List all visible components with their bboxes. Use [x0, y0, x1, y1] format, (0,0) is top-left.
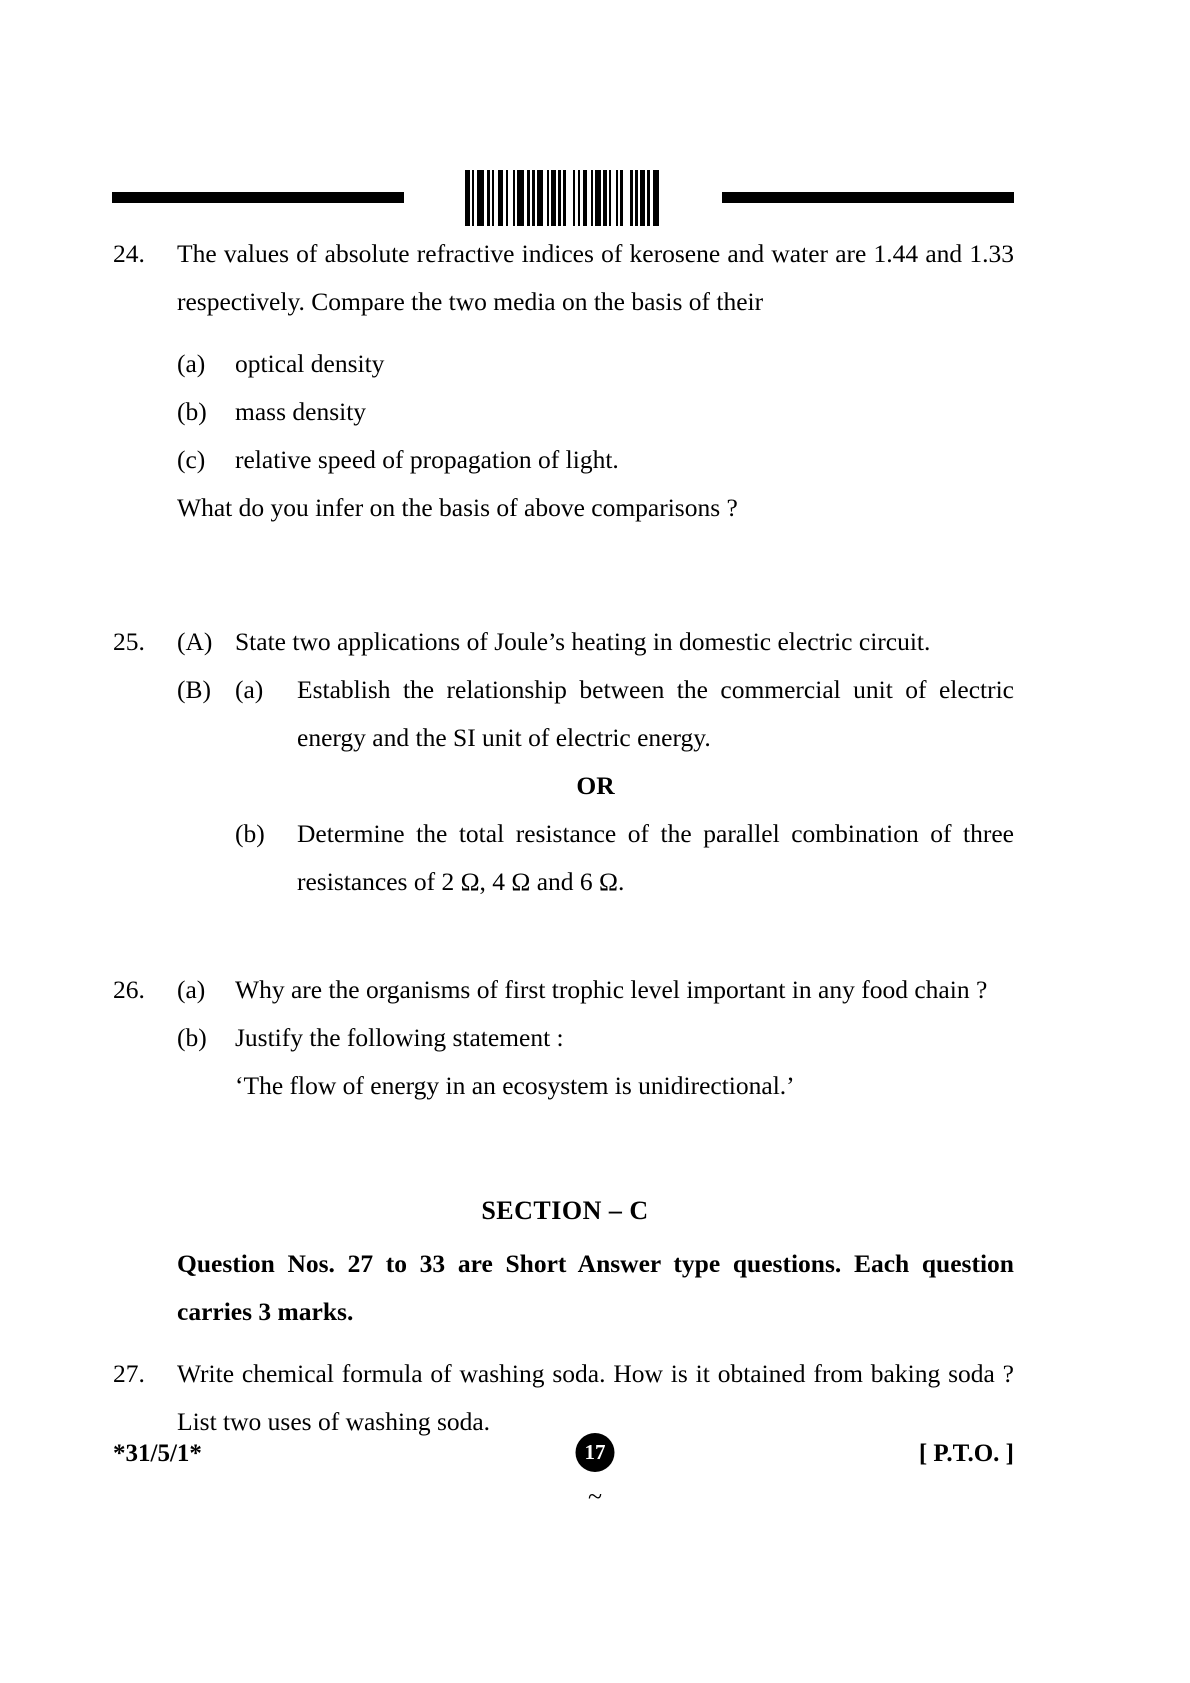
question-25-number: 25.: [113, 627, 145, 656]
page-header: [112, 170, 1014, 230]
question-25-part-A-label: (A): [177, 627, 213, 656]
question-26-part-a-text: Why are the organisms of first trophic level important in any food chain ?: [235, 975, 988, 1004]
question-27-number: 27.: [113, 1359, 145, 1388]
question-26-part-a: [0, 966, 1190, 1014]
question-26-part-a-label: (a): [177, 975, 206, 1004]
barcode-bar: [659, 170, 661, 226]
question-24-part-a-label: (a): [177, 349, 206, 378]
section-heading: SECTION – C: [481, 1196, 649, 1225]
barcode-bar: [517, 170, 524, 226]
question-24-part-a: [0, 340, 1190, 388]
paper-code: *31/5/1*: [113, 1440, 202, 1467]
barcode-bar: [566, 170, 573, 226]
question-25-option-b: [0, 810, 1190, 906]
barcode-bar: [477, 170, 484, 226]
question-26-part-b: [0, 1014, 1190, 1062]
question-24-closing: What do you infer on the basis of above comparisons ?: [177, 493, 738, 522]
question-26-number: 26.: [113, 975, 145, 1004]
spacer: [0, 1226, 1190, 1240]
question-25-part-A: [0, 618, 1190, 666]
question-24-part-b: [0, 388, 1190, 436]
question-25-part-A-text: State two applications of Joule’s heating in domestic electric circuit.: [235, 627, 931, 656]
spacer: [0, 1336, 1190, 1350]
question-24-part-b-label: (b): [177, 397, 207, 426]
question-25-or-label: OR: [576, 771, 615, 800]
question-24-part-c-label: (c): [177, 445, 206, 474]
section-note: Question Nos. 27 to 33 are Short Answer type questions. Each question carries 3 marks.: [177, 1249, 1014, 1326]
spacer: [0, 326, 1190, 340]
question-25-option-a-text: Establish the relationship between the commercial unit of electric energy and the SI unit of electric energy.: [297, 675, 1014, 752]
question-24-part-c-text: relative speed of propagation of light.: [235, 445, 619, 474]
page-number-badge: 17: [576, 1433, 615, 1472]
question-24-number: 24.: [113, 239, 145, 268]
question-25-option-b-text: Determine the total resistance of the parallel combination of three resistances of 2 Ω, 4 Ω and 6 Ω.: [297, 819, 1014, 896]
header-rule-left: [112, 192, 404, 203]
question-26-part-b-label: (b): [177, 1023, 207, 1052]
question-24-part-c: [0, 436, 1190, 484]
question-25-option-b-label: (b): [235, 819, 265, 848]
question-24-part-a-text: optical density: [235, 349, 385, 378]
question-24-intro: The values of absolute refractive indices of kerosene and water are 1.44 and 1.33 respectively. Compare the two media on the basis of their: [177, 239, 1014, 316]
question-26-quoted-statement: ‘The flow of energy in an ecosystem is unidirectional.’: [235, 1071, 795, 1100]
spacer: [0, 1110, 1190, 1196]
pto-label: [ P.T.O. ]: [918, 1440, 1014, 1467]
question-25-part-B-label: (B): [177, 675, 211, 704]
spacer: [0, 906, 1190, 966]
header-rule-right: [722, 192, 1014, 203]
question-26-part-b-text: Justify the following statement :: [235, 1023, 564, 1052]
question-body: [0, 230, 1190, 1446]
question-24-part-b-text: mass density: [235, 397, 367, 426]
barcode: [465, 170, 661, 226]
question-24: [0, 230, 1190, 326]
question-27: [0, 1350, 1190, 1446]
spacer: [0, 532, 1190, 618]
barcode-bar: [623, 170, 630, 226]
question-25-option-a-label: (a): [235, 675, 264, 704]
question-25-part-B: [0, 666, 1190, 762]
page-footer: [0, 1440, 1190, 1560]
question-27-text: Write chemical formula of washing soda. How is it obtained from baking soda ? List two uses of washing soda.: [177, 1359, 1014, 1436]
tilde-mark: ~: [587, 1482, 603, 1511]
